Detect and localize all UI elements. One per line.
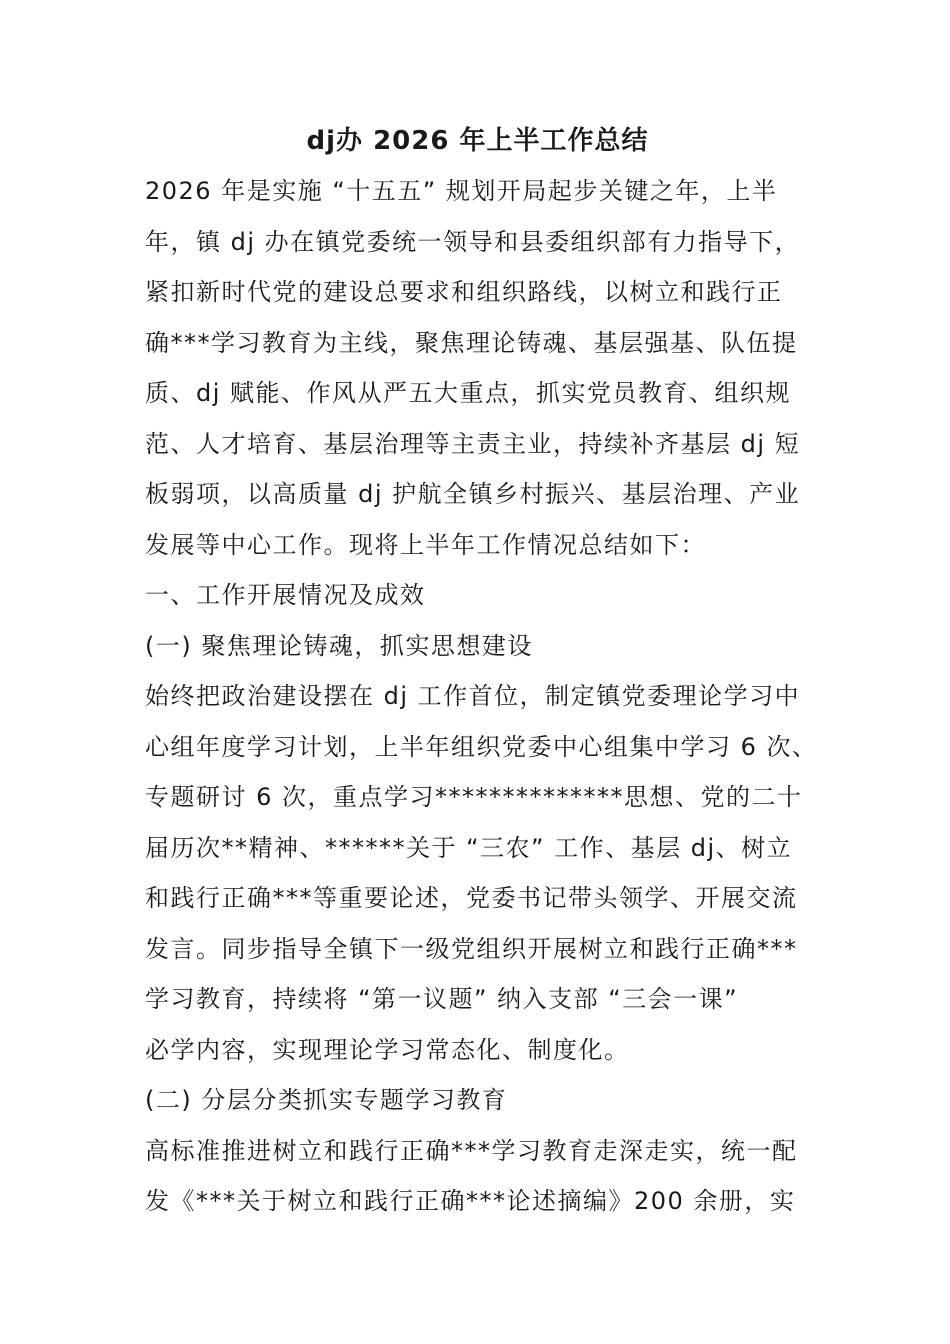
- document-title: dj办 2026 年上半工作总结: [306, 126, 649, 156]
- paragraph-line: 紧扣新时代党的建设总要求和组织路线，以树立和践行正: [145, 278, 783, 306]
- paragraph-line: 高标准推进树立和践行正确***学习教育走深走实，统一配: [145, 1136, 798, 1165]
- paragraph-line: 板弱项，以高质量 dj 护航全镇乡村振兴、基层治理、产业: [145, 480, 801, 508]
- paragraph-line: 发《***关于树立和践行正确***论述摘编》200 余册，实: [145, 1187, 796, 1215]
- document-body: [145, 116, 818, 1227]
- paragraph-line: 质、dj 赋能、作风从严五大重点，抓实党员教育、组织规: [145, 379, 792, 407]
- paragraph-line: 2026 年是实施 “十五五” 规划开局起步关键之年，上半: [145, 177, 778, 205]
- paragraph-line: 学习教育，持续将 “第一议题” 纳入支部 “三会一课”: [145, 985, 739, 1013]
- paragraph-line: 年，镇 dj 办在镇党委统一领导和县委组织部有力指导下，: [145, 227, 801, 256]
- subsection-heading: (一) 聚焦理论铸魂，抓实思想建设: [145, 631, 533, 660]
- paragraph-line: 心组年度学习计划，上半年组织党委中心组集中学习 6 次、: [145, 732, 818, 761]
- paragraph-line: 届历次**精神、******关于 “三农” 工作、基层 dj、树立: [145, 833, 793, 862]
- paragraph-line: 专题研讨 6 次，重点学习**************思想、党的二十: [145, 783, 803, 811]
- paragraph-line: 始终把政治建设摆在 dj 工作首位，制定镇党委理论学习中: [145, 682, 801, 710]
- paragraph-line: 必学内容，实现理论学习常态化、制度化。: [145, 1035, 630, 1064]
- paragraph-line: 范、人才培育、基层治理等主责主业，持续补齐基层 dj 短: [145, 429, 801, 458]
- subsection-heading: (二) 分层分类抓实专题学习教育: [145, 1086, 508, 1114]
- paragraph-line: 发言。同步指导全镇下一级党组织开展树立和践行正确***: [145, 934, 798, 963]
- paragraph-line: 发展等中心工作。现将上半年工作情况总结如下：: [145, 530, 706, 559]
- paragraph-line: 确***学习教育为主线，聚焦理论铸魂、基层强基、队伍提: [145, 328, 798, 357]
- section-heading: 一、工作开展情况及成效: [145, 581, 426, 609]
- paragraph-line: 和践行正确***等重要论述，党委书记带头领学、开展交流: [145, 884, 798, 912]
